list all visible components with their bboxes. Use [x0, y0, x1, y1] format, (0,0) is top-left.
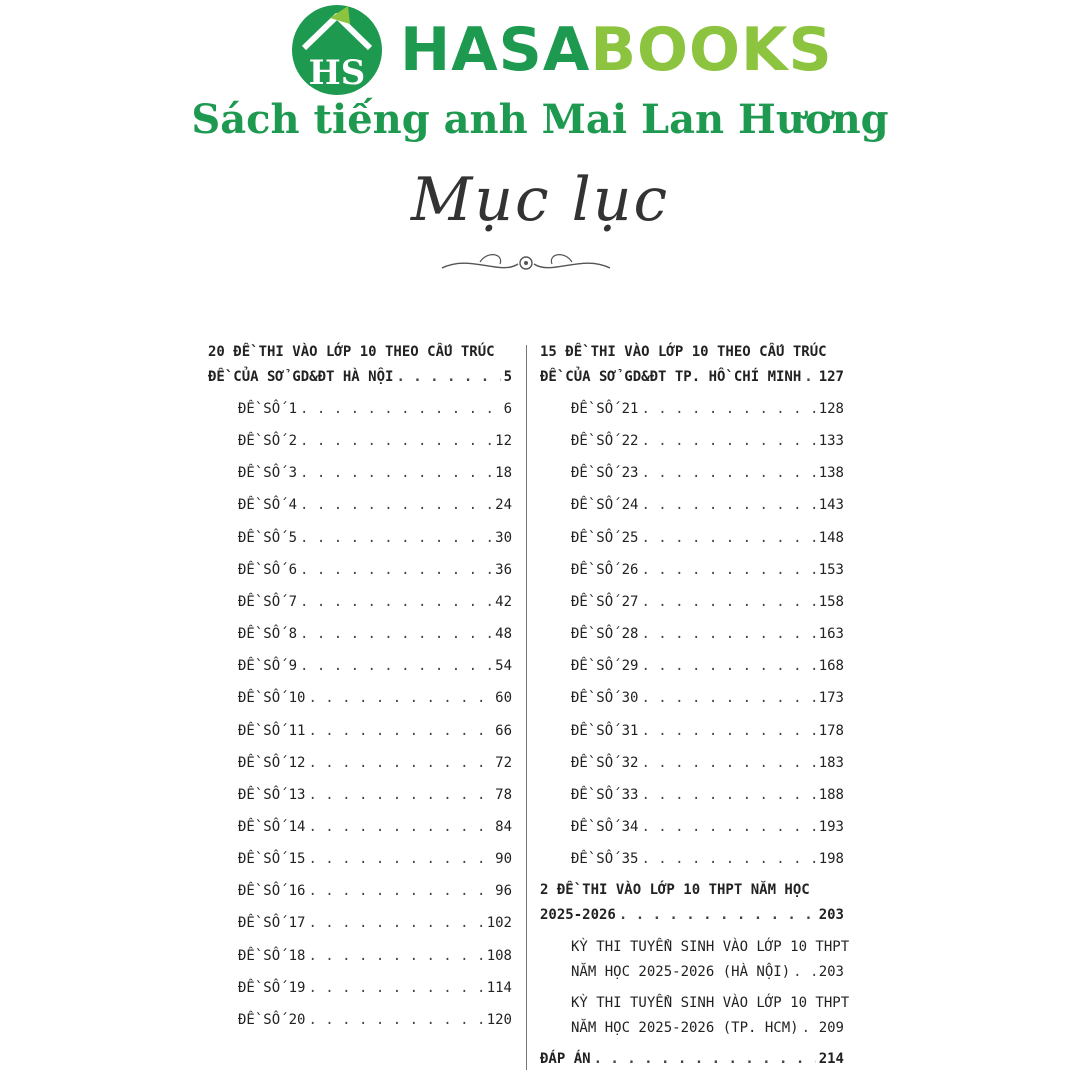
toc-entry[interactable]: [571, 433, 844, 449]
toc-entry-label: ĐỀ SỐ 29: [571, 658, 639, 675]
toc-entry-label: ĐỀ SỐ 35: [571, 851, 639, 868]
sub1-line2: NĂM HỌC 2025-2026 (HÀ NỘI): [571, 964, 791, 980]
leader-dots: [308, 915, 483, 931]
leader-dots: [300, 658, 492, 674]
toc-entry-page: 42: [495, 593, 512, 610]
toc-entry[interactable]: [238, 1012, 512, 1028]
toc-entry[interactable]: [238, 915, 512, 931]
leader-dots: [300, 433, 492, 449]
sub2-page: 209: [818, 1020, 844, 1036]
toc-entry-label: ĐỀ SỐ 11: [238, 722, 306, 739]
toc-entry[interactable]: [238, 690, 512, 706]
toc-entry-label: ĐỀ SỐ 1: [238, 401, 298, 417]
right-heading-line1: 15 ĐỀ THI VÀO LỚP 10 THEO CẤU TRÚC: [540, 344, 827, 360]
toc-entry-page: 153: [818, 561, 844, 578]
toc-entry-page: 188: [818, 786, 844, 803]
toc-entry[interactable]: [238, 851, 512, 867]
leader-dots: [641, 819, 815, 835]
toc-entry-label: ĐỀ SỐ 5: [238, 529, 298, 546]
left-heading-line1: 20 ĐỀ THI VÀO LỚP 10 THEO CẤU TRÚC: [208, 344, 495, 360]
column-divider: [526, 345, 527, 1070]
leader-dots: [641, 465, 815, 481]
toc-entry[interactable]: [571, 787, 844, 803]
toc-entry-label: ĐỀ SỐ 2: [238, 433, 298, 450]
toc-entry[interactable]: [571, 465, 844, 481]
toc-entry-label: ĐỀ SỐ 33: [571, 786, 639, 803]
toc-entry[interactable]: [238, 626, 512, 642]
toc-entry-page: 54: [495, 658, 512, 675]
toc-entry[interactable]: [238, 562, 512, 578]
toc-entry-label: ĐỀ SỐ 7: [238, 593, 298, 610]
toc-entry-page: 120: [486, 1011, 512, 1028]
toc-entry-page: 138: [818, 465, 844, 482]
toc-entry-label: ĐỀ SỐ 15: [238, 851, 306, 868]
toc-entry-label: ĐỀ SỐ 8: [238, 626, 298, 643]
leader-dots: [396, 369, 500, 385]
toc-entry-label: ĐỀ SỐ 28: [571, 626, 639, 643]
leader-dots: [300, 594, 492, 610]
toc-entry[interactable]: [571, 497, 844, 513]
toc-entry-page: 198: [818, 851, 844, 868]
leader-dots: [641, 433, 815, 449]
leader-dots: [641, 530, 815, 546]
toc-title: Mục lục: [410, 165, 670, 235]
toc-entry-page: 173: [818, 690, 844, 707]
section2-page: 203: [818, 907, 844, 923]
leader-dots: [641, 562, 815, 578]
toc-entry-label: ĐỀ SỐ 13: [238, 786, 306, 803]
toc-entry-label: ĐỀ SỐ 24: [571, 497, 639, 514]
toc-entry[interactable]: [238, 787, 512, 803]
toc-entry[interactable]: [571, 851, 844, 867]
toc-entry-page: 78: [495, 786, 512, 803]
leader-dots: [308, 819, 492, 835]
leader-dots: [641, 723, 815, 739]
toc-entry-label: ĐỀ SỐ 9: [238, 658, 298, 675]
hasabooks-logo-icon: [290, 4, 384, 96]
toc-entry-page: 102: [486, 915, 512, 932]
toc-entry-page: 18: [495, 465, 512, 482]
toc-entry[interactable]: [238, 530, 512, 546]
toc-entry[interactable]: [238, 594, 512, 610]
leader-dots: [300, 562, 492, 578]
toc-entry-page: 60: [495, 690, 512, 707]
leader-dots: [641, 690, 815, 706]
toc-entry-label: ĐỀ SỐ 34: [571, 818, 639, 835]
leader-dots: [641, 497, 815, 513]
sub2-line2: NĂM HỌC 2025-2026 (TP. HCM): [571, 1020, 799, 1036]
toc-entry[interactable]: [238, 723, 512, 739]
toc-entry-page: 48: [495, 626, 512, 643]
leader-dots: [641, 755, 815, 771]
leader-dots: [804, 369, 815, 385]
sub2-line1: KỲ THI TUYỂN SINH VÀO LỚP 10 THPT: [571, 995, 850, 1011]
leader-dots: [308, 690, 492, 706]
left-heading-page: 5: [503, 369, 512, 385]
toc-entry[interactable]: [238, 465, 512, 481]
toc-entry-page: 178: [818, 722, 844, 739]
toc-entry-label: ĐỀ SỐ 4: [238, 497, 298, 514]
sub1-page: 203: [818, 964, 844, 980]
logo-letters: HS: [308, 53, 366, 93]
toc-entry-label: ĐỀ SỐ 12: [238, 754, 306, 771]
toc-entry-page: 12: [495, 433, 512, 450]
toc-entry[interactable]: [238, 948, 512, 964]
toc-entry-label: ĐỀ SỐ 18: [238, 947, 306, 964]
leader-dots: [308, 1012, 483, 1028]
toc-entry-page: 6: [503, 401, 512, 417]
toc-entry-label: ĐỀ SỐ 6: [238, 561, 298, 578]
toc-entry[interactable]: [571, 562, 844, 578]
toc-entry-page: 66: [495, 722, 512, 739]
toc-entry-page: 30: [495, 529, 512, 546]
section2-entry[interactable]: [540, 907, 844, 923]
leader-dots: [300, 497, 492, 513]
toc-entry-label: ĐỀ SỐ 23: [571, 465, 639, 482]
leader-dots: [802, 1020, 816, 1036]
toc-entry-page: 128: [818, 401, 844, 417]
toc-entry[interactable]: [238, 980, 512, 996]
leader-dots: [308, 948, 483, 964]
leader-dots: [308, 755, 492, 771]
toc-entry[interactable]: [571, 594, 844, 610]
toc-entry[interactable]: [238, 755, 512, 771]
leader-dots: [641, 401, 815, 417]
toc-entry-label: ĐỀ SỐ 21: [571, 401, 639, 417]
leader-dots: [594, 1051, 816, 1067]
toc-entry-label: ĐỀ SỐ 31: [571, 722, 639, 739]
toc-entry-page: 193: [818, 818, 844, 835]
brand-name-part2: BOOKS: [590, 15, 833, 85]
leader-dots: [641, 851, 815, 867]
toc-entry[interactable]: [571, 658, 844, 674]
toc-entry-page: 90: [495, 851, 512, 868]
toc-entry-label: ĐỀ SỐ 10: [238, 690, 306, 707]
toc-entry-label: ĐỀ SỐ 14: [238, 818, 306, 835]
toc-entry-page: 183: [818, 754, 844, 771]
toc-entry-page: 96: [495, 883, 512, 900]
toc-entry-label: ĐỀ SỐ 3: [238, 465, 298, 482]
leader-dots: [308, 851, 492, 867]
right-heading-page: 127: [818, 369, 844, 385]
toc-entry[interactable]: [238, 658, 512, 674]
toc-entry-label: ĐỀ SỐ 27: [571, 593, 639, 610]
leader-dots: [641, 594, 815, 610]
leader-dots: [300, 626, 492, 642]
toc-entry-label: ĐỀ SỐ 20: [238, 1011, 306, 1028]
toc-entry-page: 168: [818, 658, 844, 675]
toc-entry-label: ĐỀ SỐ 26: [571, 561, 639, 578]
toc-entry[interactable]: [571, 690, 844, 706]
toc-entry-label: ĐỀ SỐ 17: [238, 915, 306, 932]
section2-line1: 2 ĐỀ THI VÀO LỚP 10 THPT NĂM HỌC: [540, 882, 810, 898]
section2-line2: 2025-2026: [540, 907, 616, 923]
toc-entry-page: 108: [486, 947, 512, 964]
right-heading-line2: ĐỀ CỦA SỞ GD&ĐT TP. HỒ CHÍ MINH: [540, 369, 802, 385]
toc-entry-page: 158: [818, 593, 844, 610]
right-heading-entry[interactable]: [540, 369, 844, 385]
toc-entry-label: ĐỀ SỐ 16: [238, 883, 306, 900]
toc-entry[interactable]: [238, 401, 512, 417]
toc-entry-label: ĐỀ SỐ 32: [571, 754, 639, 771]
toc-entry[interactable]: [238, 819, 512, 835]
sub1-line1: KỲ THI TUYỂN SINH VÀO LỚP 10 THPT: [571, 939, 850, 955]
toc-entry-page: 36: [495, 561, 512, 578]
sub2-entry[interactable]: [571, 1020, 844, 1036]
toc-entry[interactable]: [571, 819, 844, 835]
brand-name-part1: HASA: [400, 15, 591, 85]
toc-entry-label: ĐỀ SỐ 19: [238, 979, 306, 996]
toc-entry-label: ĐỀ SỐ 25: [571, 529, 639, 546]
leader-dots: [308, 723, 492, 739]
leader-dots: [308, 980, 483, 996]
toc-entry-page: 114: [486, 979, 512, 996]
leader-dots: [619, 907, 816, 923]
toc-entry[interactable]: [571, 530, 844, 546]
left-heading-entry[interactable]: [208, 369, 512, 385]
toc-entry-page: 72: [495, 754, 512, 771]
leader-dots: [793, 964, 816, 980]
sub1-entry[interactable]: [571, 964, 844, 980]
toc-entry-page: 148: [818, 529, 844, 546]
leader-dots: [300, 465, 492, 481]
toc-entry[interactable]: [571, 755, 844, 771]
brand-name: [400, 14, 833, 86]
leader-dots: [300, 530, 492, 546]
toc-entry-label: ĐỀ SỐ 22: [571, 433, 639, 450]
toc-entry[interactable]: [238, 433, 512, 449]
leader-dots: [308, 883, 492, 899]
brand-header: [290, 0, 833, 100]
toc-entry-page: 24: [495, 497, 512, 514]
toc-entry[interactable]: [571, 401, 844, 417]
toc-entry-page: 163: [818, 626, 844, 643]
book-subtitle: Sách tiếng anh Mai Lan Hương: [191, 96, 889, 143]
left-heading-line2: ĐỀ CỦA SỞ GD&ĐT HÀ NỘI: [208, 369, 394, 385]
toc-entry-page: 133: [818, 433, 844, 450]
answer-label: ĐÁP ÁN: [540, 1051, 591, 1067]
leader-dots: [308, 787, 492, 803]
toc-entry[interactable]: [238, 497, 512, 513]
answer-entry[interactable]: [540, 1051, 844, 1067]
leader-dots: [641, 626, 815, 642]
toc-entry[interactable]: [571, 626, 844, 642]
toc-entry[interactable]: [238, 883, 512, 899]
toc-entry[interactable]: [571, 723, 844, 739]
toc-entry-page: 84: [495, 818, 512, 835]
leader-dots: [300, 401, 501, 417]
toc-entry-label: ĐỀ SỐ 30: [571, 690, 639, 707]
ornament-icon: [440, 246, 612, 276]
leader-dots: [641, 658, 815, 674]
toc-entry-page: 143: [818, 497, 844, 514]
leader-dots: [641, 787, 815, 803]
answer-page: 214: [818, 1051, 844, 1067]
